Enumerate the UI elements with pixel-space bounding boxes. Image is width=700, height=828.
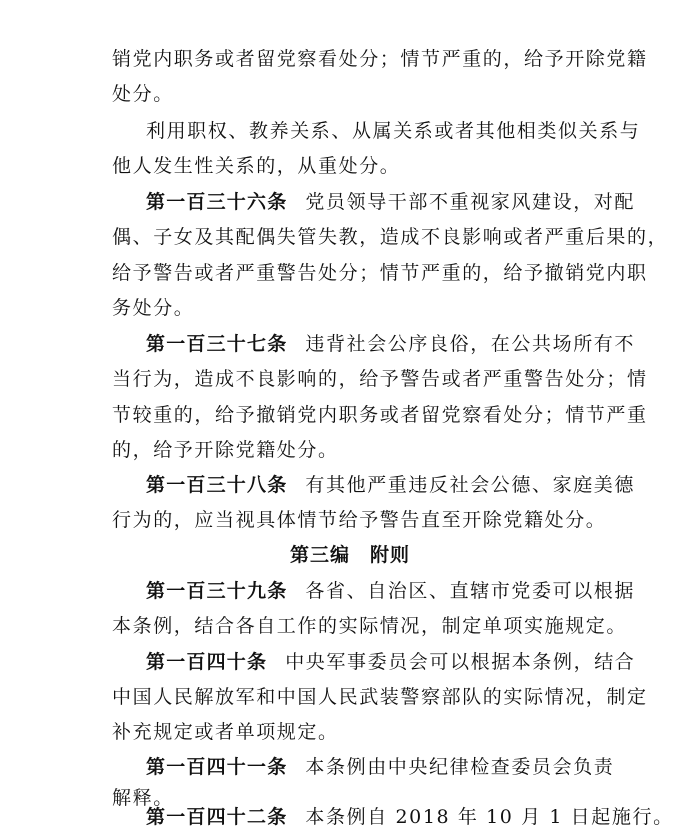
text-line: 利用职权、教养关系、从属关系或者其他相类似关系与: [146, 120, 641, 142]
article-142-first-line: [146, 806, 674, 828]
article-text: 有其他严重违反社会公德、家庭美德: [305, 474, 636, 496]
text-line: 销党内职务或者留党察看处分；情节严重的，给予开除党籍: [112, 48, 648, 70]
article-text: 本条例由中央纪律检查委员会负责: [305, 756, 615, 778]
section-part: 第三编: [289, 544, 350, 566]
article-137-first-line: [146, 331, 634, 357]
article-141-first-line: [146, 754, 634, 780]
text-line: 补充规定或者单项规定。: [112, 721, 339, 743]
article-number: 第一百三十九条: [146, 580, 288, 602]
text-line: 行为的，应当视具体情节给予警告直至开除党籍处分。: [112, 509, 607, 531]
article-number: 第一百四十一条: [146, 756, 288, 778]
text-line: 给予警告或者严重警告处分；情节严重的，给予撤销党内职: [112, 262, 648, 284]
article-text: 本条例自 2018 年 10 月 1 日起施行。: [305, 806, 674, 828]
text-line: 的，给予开除党籍处分。: [112, 439, 339, 461]
article-number: 第一百三十六条: [146, 191, 288, 213]
article-text: 违背社会公序良俗，在公共场所有不: [305, 333, 636, 355]
article-139-first-line: [146, 578, 634, 604]
article-number: 第一百四十二条: [146, 806, 288, 828]
article-number: 第一百四十条: [146, 651, 268, 673]
text-line: 中国人民解放军和中国人民武装警察部队的实际情况，制定: [112, 686, 648, 708]
text-line: 处分。: [112, 83, 174, 105]
article-text: 党员领导干部不重视家风建设，对配: [305, 191, 636, 213]
article-number: 第一百三十八条: [146, 474, 288, 496]
article-140-first-line: [146, 649, 634, 675]
section-heading: [0, 542, 700, 568]
text-line: 偶、子女及其配偶失管失教，造成不良影响或者严重后果的，: [112, 226, 669, 248]
text-line: 解释。: [112, 787, 174, 809]
article-number: 第一百三十七条: [146, 333, 288, 355]
article-138-first-line: [146, 472, 634, 498]
article-text: 各省、自治区、直辖市党委可以根据: [305, 580, 636, 602]
article-136-first-line: [146, 189, 634, 215]
text-line: 本条例，结合各自工作的实际情况，制定单项实施规定。: [112, 615, 628, 637]
article-text: 中央军事委员会可以根据本条例，结合: [285, 651, 636, 673]
text-line: 当行为，造成不良影响的，给予警告或者严重警告处分；情: [112, 368, 648, 390]
text-line: 节较重的，给予撤销党内职务或者留党察看处分；情节严重: [112, 404, 648, 426]
text-line: 他人发生性关系的，从重处分。: [112, 155, 401, 177]
text-line: 务处分。: [112, 297, 195, 319]
section-title: 附则: [370, 544, 411, 566]
